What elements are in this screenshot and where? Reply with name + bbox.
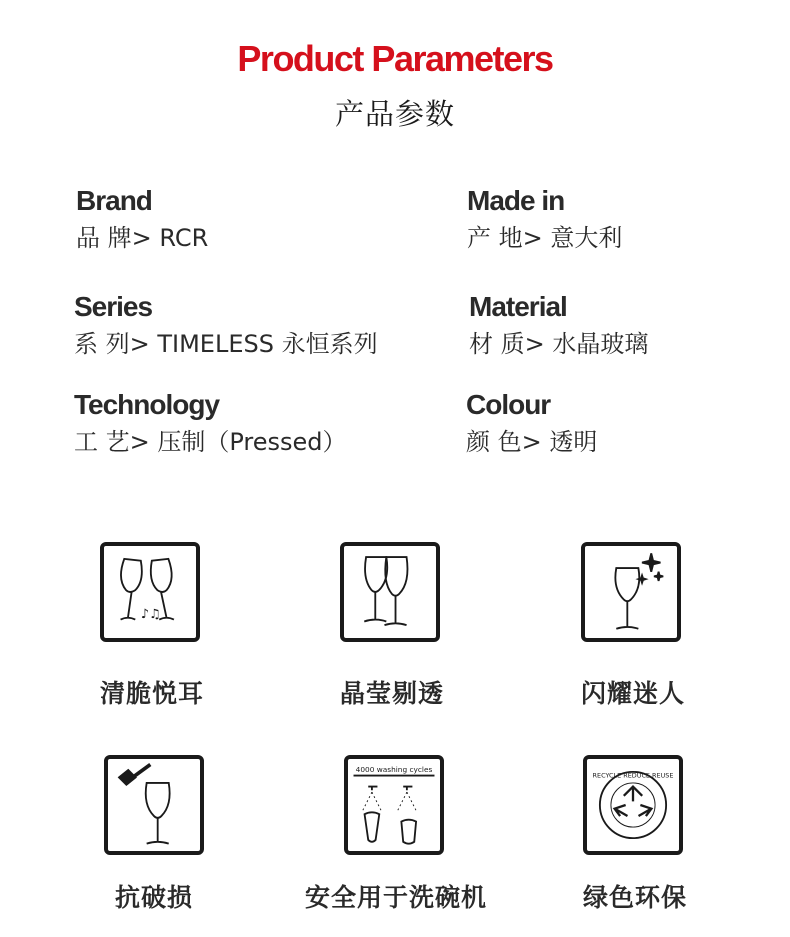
- sparkling-glass-icon: [581, 542, 681, 642]
- hammer-glass-icon: [104, 755, 204, 855]
- param-material: [469, 291, 790, 359]
- param-technology: [74, 389, 444, 457]
- page-subtitle: 产品参数: [334, 97, 455, 131]
- feature-label: 晶莹剔透: [339, 679, 444, 708]
- feature-label: 清脆悦耳: [99, 679, 204, 708]
- param-series: [74, 291, 444, 359]
- param-value: 系 列> TIMELESS 永恒系列: [74, 330, 378, 358]
- param-made-in: [467, 185, 790, 253]
- recycle-icon: [583, 755, 683, 855]
- svg-text:♪♫: ♪♫: [140, 606, 161, 622]
- param-label: Series: [74, 291, 153, 322]
- feature-label: 绿色环保: [582, 883, 687, 912]
- param-label: Brand: [76, 185, 152, 216]
- param-label: Made in: [467, 185, 565, 216]
- feature-label: 抗破损: [114, 883, 193, 912]
- param-label: Material: [469, 291, 567, 322]
- param-label: Technology: [74, 389, 220, 420]
- clinking-glasses-icon: [100, 542, 200, 642]
- param-value: 品 牌> RCR: [76, 224, 209, 252]
- dishwasher-icon: [344, 755, 444, 855]
- param-colour: [466, 389, 790, 457]
- param-value: 材 质> 水晶玻璃: [469, 330, 649, 358]
- crystal-glasses-icon: [340, 542, 440, 642]
- recycle-caption: RECYCLE REDUCE REUSE: [592, 771, 674, 780]
- param-value: 产 地> 意大利: [467, 224, 623, 252]
- feature-label: 闪耀迷人: [580, 679, 685, 708]
- param-value: 颜 色> 透明: [466, 428, 598, 456]
- param-value: 工 艺> 压制（Pressed）: [74, 428, 347, 456]
- feature-label: 安全用于洗碗机: [304, 883, 487, 912]
- param-brand: [76, 185, 446, 253]
- page-title: Product Parameters: [237, 38, 553, 79]
- dishwasher-caption: 4000 washing cycles: [355, 764, 433, 774]
- param-label: Colour: [466, 389, 551, 420]
